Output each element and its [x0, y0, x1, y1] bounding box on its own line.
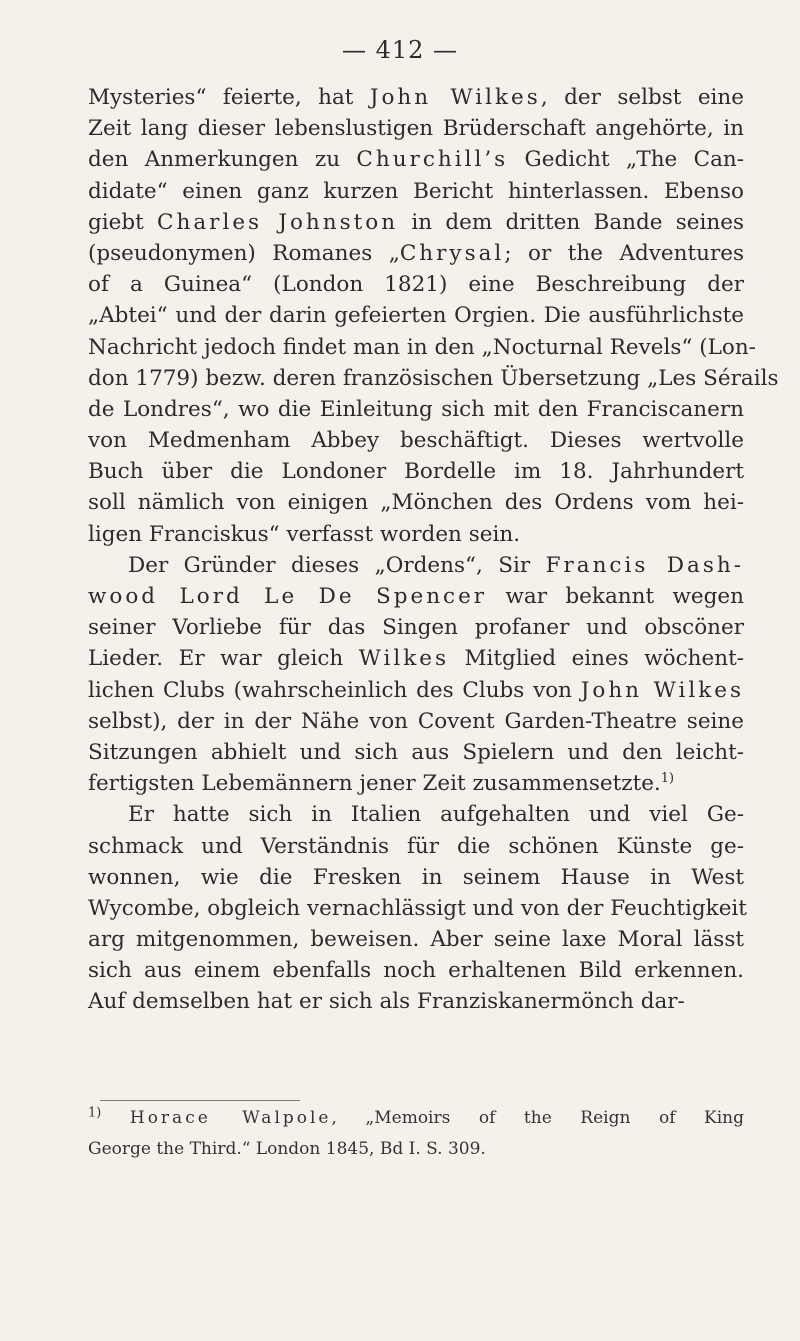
- text-line: Er hatte sich in Italien aufgehalten und viel Ge-: [128, 802, 744, 828]
- spaced-name: Charles Johnston: [157, 209, 399, 235]
- footnote-marker: 1): [660, 770, 675, 786]
- text-line: den Anmerkungen zu Churchill’s Gedicht „The Can-: [88, 147, 744, 173]
- text-line: didate“ einen ganz kurzen Bericht hinterlassen. Ebenso: [88, 178, 744, 204]
- spaced-name: John Wilkes: [580, 677, 744, 703]
- spaced-name: Churchill’s: [356, 147, 509, 173]
- text-line: Zeit lang dieser lebenslustigen Brüderschaft angehörte, in: [88, 116, 744, 142]
- footnote-rule: [100, 1100, 300, 1101]
- text-line: Buch über die Londoner Bordelle im 18. Jahrhundert: [88, 459, 744, 485]
- text-line: von Medmenham Abbey beschäftigt. Dieses wertvolle: [88, 428, 744, 454]
- text-line: (pseudonymen) Romanes „Chrysal; or the Adventures: [88, 240, 744, 266]
- text-line: seiner Vorliebe für das Singen profaner und obscöner: [88, 615, 744, 641]
- page-number: — 412 —: [341, 36, 459, 64]
- text-line: Nachricht jedoch findet man in den „Nocturnal Revels“ (Lon-: [88, 334, 756, 360]
- text-line: Lieder. Er war gleich Wilkes Mitglied eines wöchent-: [88, 646, 744, 672]
- footnote-line: $^{1)}$ Horace Walpole, „Memoirs of the Reign of King: [88, 1105, 744, 1128]
- text-line: schmack und Verständnis für die schönen Künste ge-: [88, 833, 744, 859]
- text-line: Wycombe, obgleich vernachlässigt und von der Feuchtigkeit: [88, 895, 747, 921]
- text-line: wonnen, wie die Fresken in seinem Hause in West: [88, 864, 744, 890]
- text-line: Der Gründer dieses „Ordens“, Sir Francis Dash-: [128, 552, 745, 578]
- spaced-name: Wilkes: [358, 646, 450, 672]
- footnotes: [88, 1107, 744, 1169]
- text-line: wood Lord Le De Spencer war bekannt wegen: [88, 584, 744, 609]
- text-line: arg mitgenommen, beweisen. Aber seine laxe Moral lässt: [88, 927, 744, 953]
- footnote-line: George the Third.“ London 1845, Bd I. S. 309.: [88, 1139, 486, 1160]
- text-line: Mysteries“ feierte, hat John Wilkes, der selbst eine: [88, 85, 744, 110]
- spaced-name: Horace Walpole: [129, 1108, 332, 1128]
- spaced-name: Francis Dash-: [545, 552, 745, 578]
- footnote-marker: 1): [88, 1105, 102, 1121]
- text-line: don 1779) bezw. deren französischen Übersetzung „Les Sérails: [88, 365, 779, 391]
- text-line: soll nämlich von einigen „Mönchen des Ordens vom hei-: [88, 490, 744, 516]
- text-line: Auf demselben hat er sich als Franziskanermönch dar-: [88, 989, 685, 1015]
- text-line: ligen Franciskus“ verfasst worden sein.: [88, 521, 521, 547]
- text-line: fertigsten Lebemännern jener Zeit zusammensetzte.$^{1)}$: [88, 770, 675, 797]
- text-line: „Abtei“ und der darin gefeierten Orgien. Die ausführlichste: [88, 303, 744, 329]
- text-line: sich aus einem ebenfalls noch erhaltenen Bild erkennen.: [88, 958, 744, 984]
- text-line: lichen Clubs (wahrscheinlich des Clubs von John Wilkes: [88, 677, 744, 703]
- spaced-name: John Wilkes: [369, 85, 541, 110]
- text-line: selbst), der in der Nähe von Covent Garden-Theatre seine: [88, 708, 744, 734]
- text-line: Sitzungen abhielt und sich aus Spielern und den leicht-: [88, 739, 744, 765]
- spaced-name: Chrysal: [399, 240, 505, 266]
- text-line: giebt Charles Johnston in dem dritten Bande seines: [88, 209, 744, 235]
- spaced-name: wood Lord Le De Spencer: [88, 584, 488, 609]
- text-line: de Londres“, wo die Einleitung sich mit den Franciscanern: [88, 396, 744, 422]
- body-text: [88, 82, 779, 1018]
- text-line: of a Guinea“ (London 1821) eine Beschreibung der: [88, 272, 744, 298]
